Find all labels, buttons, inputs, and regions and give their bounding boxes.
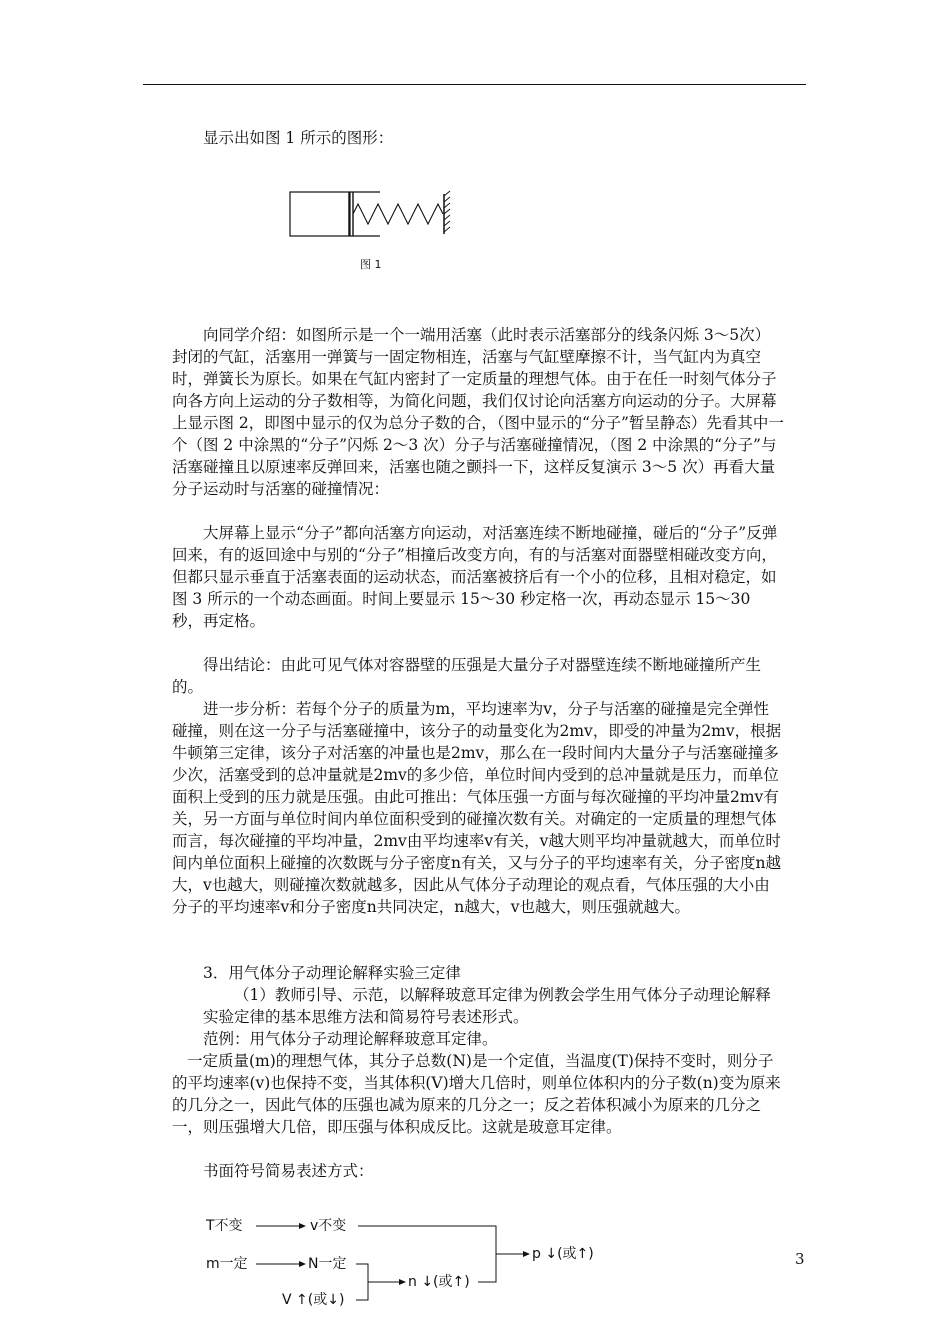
header-rule [143, 84, 806, 85]
paragraph-intro: 向同学介绍：如图所示是一个一端用活塞（此时表示活塞部分的线条闪烁 3～5次）封闭的气缸，活塞用一弹簧与一固定物相连，活塞与气缸壁摩擦不计，当气缸内为真空时，弹簧长为原长。如果在气缸内密封了一定质量的理想气体。由于在任一时刻气体分子向各方向上运动的分子数相等，为简化问题，我们仅讨论向活塞方向运动的分子。大屏幕上显示图 2，即图中显示的仅为总分子数的合，（图中显示的“分子”暂呈静态）先看其中一个（图 2 中涂黑的“分子”闪烁 2～3 次）分子与活塞碰撞情况，（图 2 中涂黑的“分子”与活塞碰撞且以原速率反弹回来，活塞也随之颤抖一下，这样反复演示 3～5 次）再看大量分子运动时与活塞的碰撞情况： [172, 326, 784, 498]
arrow-right-icon [299, 1223, 306, 1229]
paragraph-conclusion: 得出结论：由此可见气体对容器壁的压强是大量分子对器壁连续不断地碰撞所产生的。 [172, 656, 762, 696]
figure-1-caption: 图 1 [360, 258, 382, 271]
paragraph-screen: 大屏幕上显示“分子”都向活塞方向运动，对活塞连续不断地碰撞，碰后的“分子”反弹回来，有的返回途中与别的“分子”相撞后改变方向，有的与活塞对面器壁相碰改变方向，但都只显示垂直于活塞表面的运动状态，而活塞被挤后有一个小的位移，且相对稳定，如图 3 所示的一个动态画面。时间上要显示 15～30 秒定格一次，再动态显示 15～30 秒，再定格。 [172, 524, 778, 630]
arrow-right-icon [299, 1261, 306, 1267]
flow-volume-change: V ↑(或↓) [282, 1292, 345, 1308]
arrow-right-icon [523, 1251, 530, 1257]
page-number: 3 [795, 1250, 805, 1268]
intro-line: 显示出如图 1 所示的图形： [203, 129, 394, 147]
arrow-right-icon [399, 1279, 406, 1285]
cylinder-left [290, 192, 350, 236]
flow-v-constant: v不变 [310, 1218, 347, 1234]
flow-t-constant: T不变 [206, 1218, 243, 1234]
flow-m-fixed: m一定 [206, 1256, 248, 1272]
example-label: 范例：用气体分子动理论解释玻意耳定律。 [203, 1030, 498, 1048]
spring [353, 204, 443, 224]
symbol-label: 书面符号简易表述方式： [203, 1162, 374, 1180]
boyle-law-flow-diagram [196, 1208, 616, 1316]
example-text: 一定质量(m)的理想气体，其分子总数(N)是一个定值，当温度(T)保持不变时，则分子的平均速率(v)也保持不变，当其体积(V)增大几倍时，则单位体积内的分子数(n)变为原来的几分之一，因此气体的压强也减为原来的几分之一；反之若体积减小为原来的几分之一，则压强增大几倍，即压强与体积成反比。这就是玻意耳定律。 [172, 1052, 781, 1136]
step-1: （1）教师引导、示范，以解释玻意耳定律为例教会学生用气体分子动理论解释实验定律的基本思维方法和简易符号表述形式。 [203, 986, 771, 1026]
flow-n-total-fixed: N一定 [308, 1256, 347, 1272]
figure-1-cylinder-spring [280, 186, 460, 244]
flow-density-change: n ↓(或↑) [408, 1274, 470, 1290]
paragraph-analysis: 进一步分析：若每个分子的质量为m，平均速率为v，分子与活塞的碰撞是完全弹性碰撞，则在这一分子与活塞碰撞中，该分子的动量变化为2mv，即受的冲量为2mv，根据牛顿第三定律，该分子对活塞的冲量也是2mv，那么在一段时间内大量分子与活塞碰撞多少次，活塞受到的总冲量就是2mv的多少倍，单位时间内受到的总冲量就是压力，而单位面积上受到的压力就是压强。由此可推出：气体压强一方面与每次碰撞的平均冲量2mv有关，另一方面与单位时间内单位面积受到的碰撞次数有关。对确定的一定质量的理想气体而言，每次碰撞的平均冲量，2mv由平均速率v有关，v越大则平均冲量就越大，而单位时间内单位面积上碰撞的次数既与分子密度n有关，又与分子的平均速率有关，分子密度n越大，v也越大，则碰撞次数就越多，因此从气体分子动理论的观点看，气体压强的大小由分子的平均速率v和分子密度n共同决定，n越大，v也越大，则压强就越大。 [172, 700, 782, 916]
flow-pressure-change: p ↓(或↑) [532, 1246, 594, 1262]
section-heading: 3．用气体分子动理论解释实验三定律 [203, 964, 461, 982]
wall-hatch [444, 191, 450, 232]
